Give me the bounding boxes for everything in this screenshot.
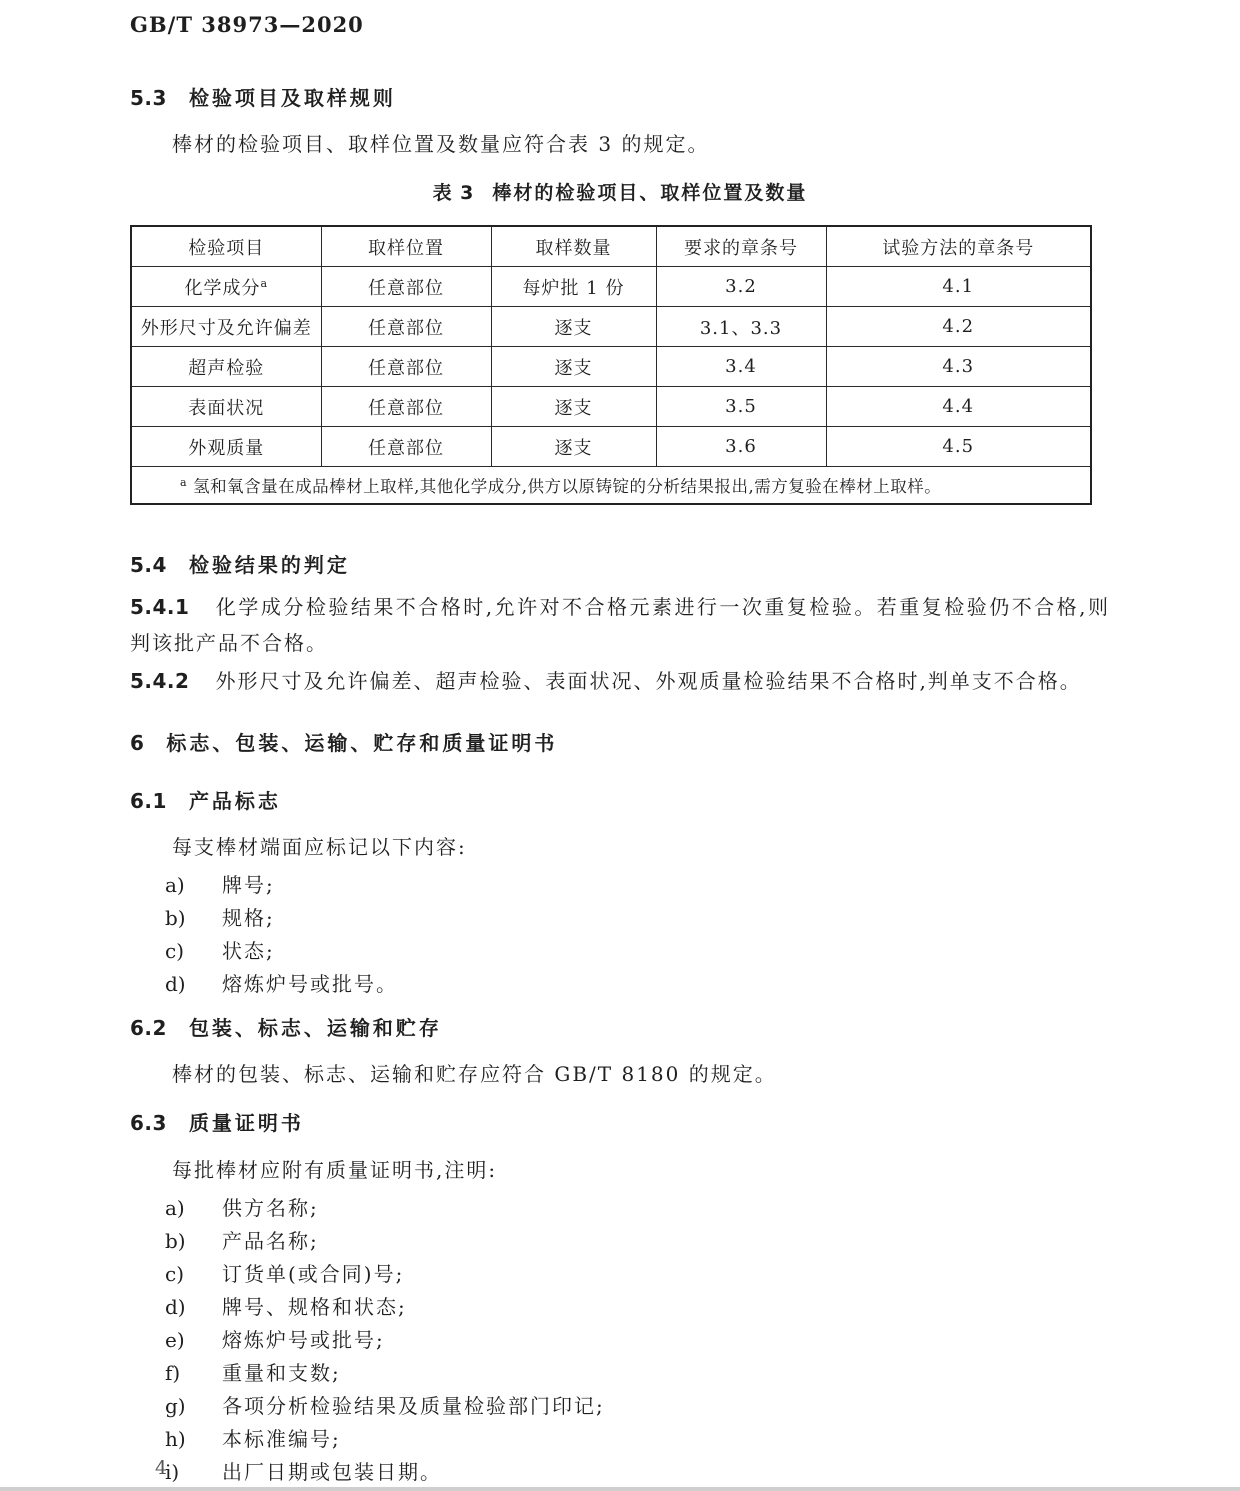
table-3-header-quantity: 取样数量 bbox=[491, 226, 656, 267]
list-marker: g) bbox=[165, 1394, 186, 1418]
list-marker: c) bbox=[165, 939, 185, 963]
table-row-dimensions bbox=[131, 307, 1091, 347]
list-marker: a) bbox=[165, 1196, 185, 1220]
clause-5-4-2-number: 5.4.2 bbox=[130, 669, 190, 693]
clause-5-4-1-number: 5.4.1 bbox=[130, 595, 190, 619]
section-5-4-title: 检验结果的判定 bbox=[188, 553, 350, 577]
table-cell: 逐支 bbox=[491, 387, 656, 427]
list-text: 牌号; bbox=[222, 873, 275, 897]
table-cell: 3.5 bbox=[656, 387, 826, 427]
list-marker: a) bbox=[165, 873, 185, 897]
list-text: 牌号、规格和状态; bbox=[222, 1295, 407, 1319]
table-cell: 逐支 bbox=[491, 307, 656, 347]
section-6-2-title: 包装、标志、运输和贮存 bbox=[188, 1016, 442, 1040]
table-cell: 4.1 bbox=[826, 267, 1091, 307]
table-row-surface bbox=[131, 387, 1091, 427]
table-cell: 任意部位 bbox=[321, 307, 491, 347]
clause-5-4-1-text: 化学成分检验结果不合格时,允许对不合格元素进行一次重复检验。若重复检验仍不合格,则判该批产品不合格。 bbox=[130, 595, 1110, 655]
section-5-3-number: 5.3 bbox=[130, 86, 167, 110]
section-5-3-title: 检验项目及取样规则 bbox=[188, 86, 396, 110]
list-marker: i) bbox=[165, 1460, 180, 1484]
section-6-3-number: 6.3 bbox=[130, 1111, 167, 1135]
section-5-4-number: 5.4 bbox=[130, 553, 167, 577]
list-item bbox=[130, 1324, 1110, 1357]
clause-5-4-2-text: 外形尺寸及允许偏差、超声检验、表面状况、外观质量检验结果不合格时,判单支不合格。 bbox=[215, 669, 1082, 693]
section-6-number: 6 bbox=[130, 731, 145, 755]
list-item bbox=[130, 1456, 1110, 1489]
clause-5-4-1 bbox=[130, 589, 1110, 661]
table-3-caption-label: 表 3 bbox=[432, 182, 475, 204]
section-6-3-title: 质量证明书 bbox=[188, 1111, 304, 1135]
table-row-ultrasonic bbox=[131, 347, 1091, 387]
list-text: 本标准编号; bbox=[222, 1427, 341, 1451]
list-text: 订货单(或合同)号; bbox=[222, 1262, 405, 1286]
list-marker: d) bbox=[165, 1295, 186, 1319]
table-row-chemical bbox=[131, 267, 1091, 307]
table-cell: 任意部位 bbox=[321, 387, 491, 427]
list-marker: b) bbox=[165, 906, 186, 930]
table-cell: 4.2 bbox=[826, 307, 1091, 347]
section-6-1-heading bbox=[130, 787, 1110, 815]
table-cell: 3.6 bbox=[656, 427, 826, 467]
list-item bbox=[130, 1192, 1110, 1225]
table-cell: 逐支 bbox=[491, 427, 656, 467]
section-6-1-intro: 每支棒材端面应标记以下内容: bbox=[172, 835, 467, 859]
section-6-3-intro: 每批棒材应附有质量证明书,注明: bbox=[172, 1158, 498, 1182]
table-3-header-item: 检验项目 bbox=[131, 226, 321, 267]
table-3-header-position: 取样位置 bbox=[321, 226, 491, 267]
list-text: 供方名称; bbox=[222, 1196, 319, 1220]
table-cell: 逐支 bbox=[491, 347, 656, 387]
list-item bbox=[130, 1258, 1110, 1291]
section-5-4-heading bbox=[130, 551, 1110, 579]
table-cell: 任意部位 bbox=[321, 427, 491, 467]
section-6-1-title: 产品标志 bbox=[188, 789, 281, 813]
table-cell: 任意部位 bbox=[321, 267, 491, 307]
footnote-marker: a bbox=[180, 475, 188, 489]
list-item bbox=[130, 1357, 1110, 1390]
table-3 bbox=[130, 225, 1092, 505]
list-item bbox=[130, 935, 1110, 968]
section-6-heading bbox=[130, 729, 1110, 757]
list-text: 各项分析检验结果及质量检验部门印记; bbox=[222, 1394, 605, 1418]
section-5-3-heading bbox=[130, 84, 1110, 112]
section-6-3-heading bbox=[130, 1109, 1110, 1137]
standard-code: GB/T 38973—2020 bbox=[130, 12, 364, 37]
table-3-header-row bbox=[131, 226, 1091, 267]
table-row-appearance bbox=[131, 427, 1091, 467]
list-text: 状态; bbox=[222, 939, 275, 963]
list-item bbox=[130, 1291, 1110, 1324]
table-cell: 外形尺寸及允许偏差 bbox=[131, 307, 321, 347]
list-text: 出厂日期或包装日期。 bbox=[222, 1460, 442, 1484]
footnote-text: 氢和氧含量在成品棒材上取样,其他化学成分,供方以原铸锭的分析结果报出,需方复验在棒材上取样。 bbox=[193, 477, 942, 496]
list-marker: d) bbox=[165, 972, 186, 996]
table-cell: 3.4 bbox=[656, 347, 826, 387]
table-cell: 3.1、3.3 bbox=[656, 307, 826, 347]
list-item bbox=[130, 1423, 1110, 1456]
marking-items-list bbox=[130, 869, 1110, 1001]
table-cell: 3.2 bbox=[656, 267, 826, 307]
clause-5-4-2 bbox=[130, 663, 1110, 699]
table-3-header-method: 试验方法的章条号 bbox=[826, 226, 1091, 267]
section-6-2-heading bbox=[130, 1014, 1110, 1042]
table-footnote-row bbox=[131, 467, 1091, 505]
list-text: 熔炼炉号或批号; bbox=[222, 1328, 385, 1352]
page-bottom-edge bbox=[0, 1487, 1240, 1491]
list-text: 产品名称; bbox=[222, 1229, 319, 1253]
table-footnote bbox=[131, 467, 1091, 505]
list-text: 熔炼炉号或批号。 bbox=[222, 972, 398, 996]
list-item bbox=[130, 1225, 1110, 1258]
certificate-items-list bbox=[130, 1192, 1110, 1489]
table-cell: 每炉批 1 份 bbox=[491, 267, 656, 307]
footnote-ref: a bbox=[260, 276, 269, 290]
section-5-3-intro: 棒材的检验项目、取样位置及数量应符合表 3 的规定。 bbox=[172, 132, 710, 156]
table-cell: 4.4 bbox=[826, 387, 1091, 427]
list-item bbox=[130, 869, 1110, 902]
table-cell: 4.5 bbox=[826, 427, 1091, 467]
list-marker: c) bbox=[165, 1262, 185, 1286]
list-item bbox=[130, 1390, 1110, 1423]
list-item bbox=[130, 902, 1110, 935]
table-3-caption bbox=[130, 180, 1110, 206]
section-6-2-intro: 棒材的包装、标志、运输和贮存应符合 GB/T 8180 的规定。 bbox=[172, 1062, 777, 1086]
section-6-2-number: 6.2 bbox=[130, 1016, 167, 1040]
list-text: 规格; bbox=[222, 906, 275, 930]
list-text: 重量和支数; bbox=[222, 1361, 341, 1385]
table-cell: 外观质量 bbox=[131, 427, 321, 467]
section-6-title: 标志、包装、运输、贮存和质量证明书 bbox=[166, 731, 558, 755]
cell-text: 化学成分 bbox=[184, 277, 261, 299]
list-marker: b) bbox=[165, 1229, 186, 1253]
list-marker: f) bbox=[165, 1361, 181, 1385]
list-marker: h) bbox=[165, 1427, 186, 1451]
table-cell: 4.3 bbox=[826, 347, 1091, 387]
list-item bbox=[130, 968, 1110, 1001]
table-cell: 超声检验 bbox=[131, 347, 321, 387]
table-cell bbox=[131, 267, 321, 307]
table-cell: 任意部位 bbox=[321, 347, 491, 387]
section-6-1-number: 6.1 bbox=[130, 789, 167, 813]
page-number: 4 bbox=[155, 1457, 168, 1479]
list-marker: e) bbox=[165, 1328, 185, 1352]
table-3-header-requirement: 要求的章条号 bbox=[656, 226, 826, 267]
table-3-caption-title: 棒材的检验项目、取样位置及数量 bbox=[492, 182, 808, 204]
table-cell: 表面状况 bbox=[131, 387, 321, 427]
